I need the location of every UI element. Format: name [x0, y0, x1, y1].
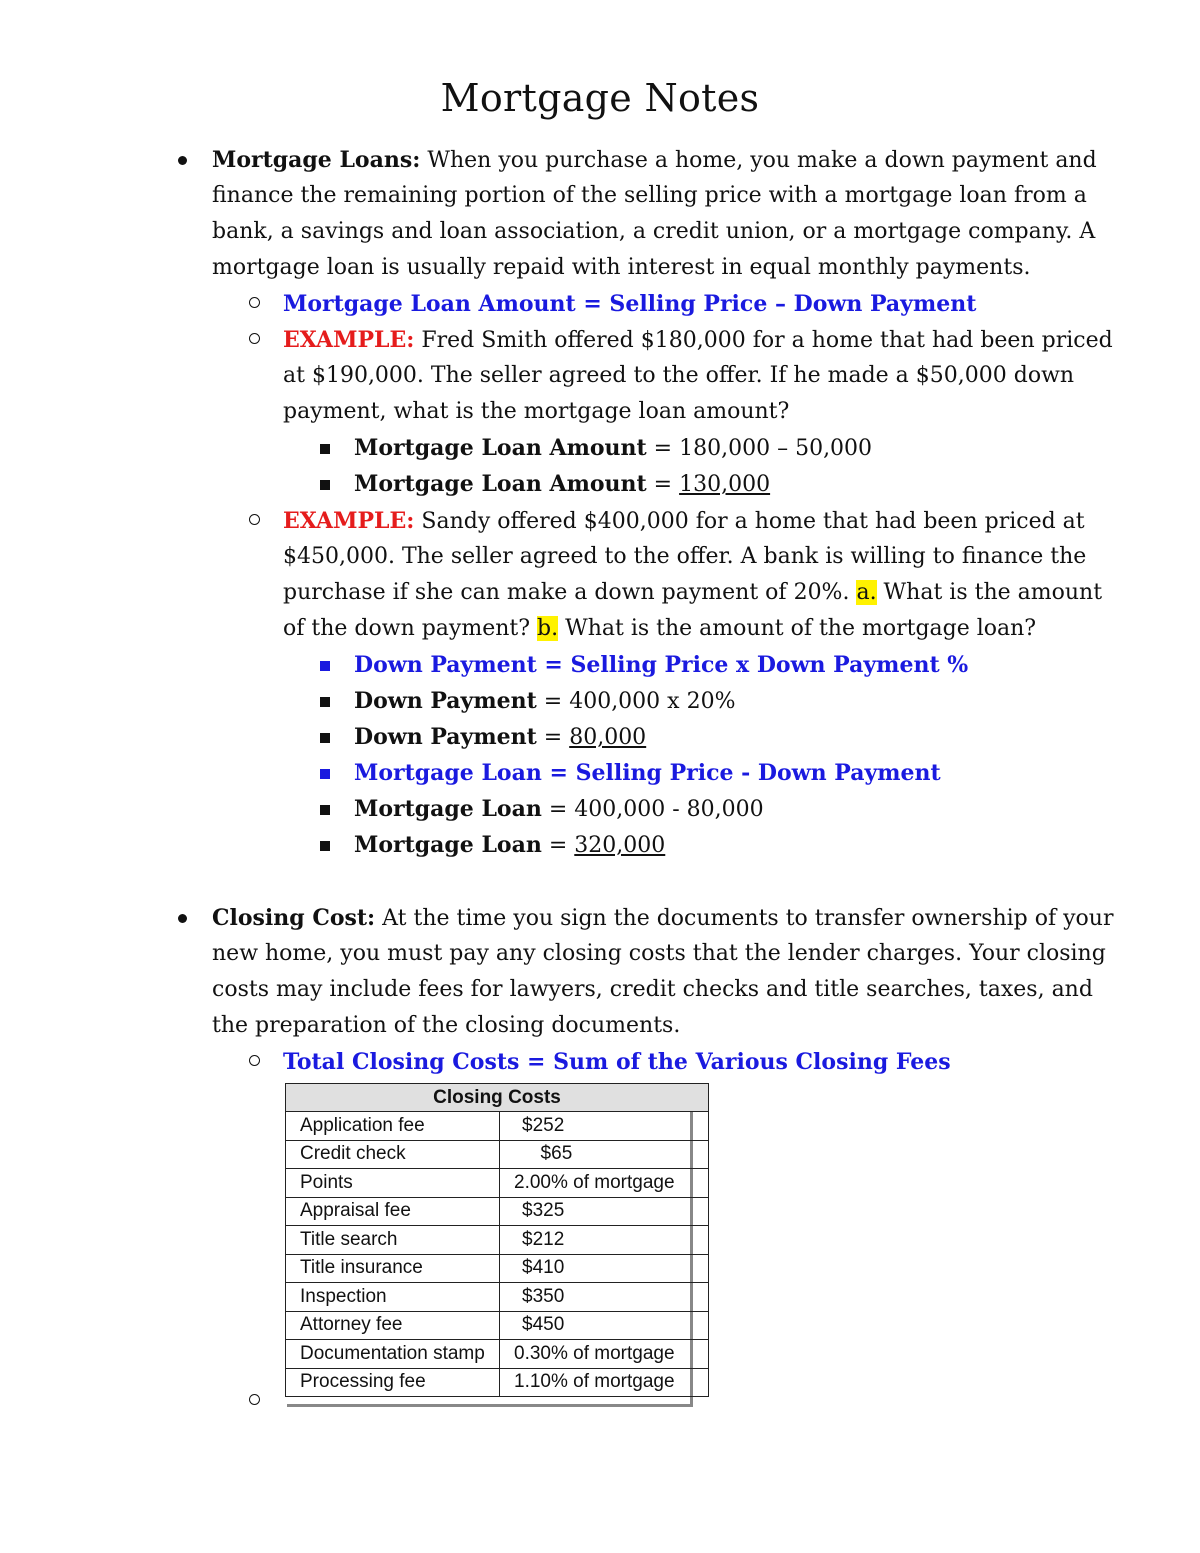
bullet-circle-icon [249, 297, 260, 308]
bullet-square-icon [320, 769, 330, 779]
example2-line2: $450,000. The seller agreed to the offer. A bank is willing to finance the [283, 544, 1087, 569]
section1-heading: Mortgage Loans: [212, 147, 421, 173]
example2-line3: purchase if she can make a down payment of 20%. a. What is the amount [283, 580, 1103, 605]
bullet-disc-icon [178, 156, 187, 165]
table-row: Documentation stamp 0.30% of mortgage [286, 1340, 709, 1369]
closing-costs-table [285, 1083, 709, 1397]
table-row: Title search $212 [286, 1226, 709, 1255]
section1-line3: bank, a savings and loan association, a credit union, or a mortgage company. A [212, 219, 1096, 244]
section2-heading: Closing Cost: [212, 905, 376, 931]
table-row: Processing fee 1.10% of mortgage [286, 1368, 709, 1397]
table-row: Application fee $252 [286, 1112, 709, 1141]
section2-line4: the preparation of the closing documents. [212, 1013, 681, 1038]
example1-step2: Mortgage Loan Amount = 130,000 [354, 471, 771, 497]
example1-line2: at $190,000. The seller agreed to the offer. If he made a $50,000 down [283, 363, 1075, 388]
section2-line1: Closing Cost: At the time you sign the documents to transfer ownership of your [212, 905, 1114, 931]
example1-line3: payment, what is the mortgage loan amount? [283, 399, 790, 424]
table-row: Title insurance $410 [286, 1254, 709, 1283]
bullet-circle-icon [249, 514, 260, 525]
example1-label: EXAMPLE: [283, 327, 415, 353]
section1-line1: Mortgage Loans: When you purchase a home, you make a down payment and [212, 147, 1097, 173]
bullet-square-icon [320, 661, 330, 671]
down-payment-answer: 80,000 [569, 725, 647, 750]
example2-line1: EXAMPLE: Sandy offered $400,000 for a home that had been priced at [283, 508, 1085, 534]
mortgage-loan-answer: 320,000 [574, 833, 666, 858]
table-row: Attorney fee $450 [286, 1311, 709, 1340]
example2-step2: Down Payment = 80,000 [354, 724, 647, 750]
example1-step1: Mortgage Loan Amount = 180,000 – 50,000 [354, 435, 873, 461]
mortgage-loan-formula: Mortgage Loan = Selling Price - Down Payment [354, 760, 941, 786]
section2-line2: new home, you must pay any closing costs that the lender charges. Your closing [212, 941, 1106, 966]
table-header: Closing Costs [286, 1084, 709, 1112]
marker-a: a. [856, 580, 877, 605]
bullet-circle-icon [249, 1394, 260, 1405]
example2-step4: Mortgage Loan = 320,000 [354, 832, 666, 858]
example1-answer: 130,000 [679, 472, 771, 497]
bullet-circle-icon [249, 1055, 260, 1066]
table-row: Credit check $65 [286, 1140, 709, 1169]
section1-line4: mortgage loan is usually repaid with interest in equal monthly payments. [212, 255, 1031, 280]
table-row: Points 2.00% of mortgage [286, 1169, 709, 1198]
bullet-square-icon [320, 805, 330, 815]
section2-line3: costs may include fees for lawyers, credit checks and title searches, taxes, and [212, 977, 1093, 1002]
bullet-square-icon [320, 841, 330, 851]
mortgage-formula: Mortgage Loan Amount = Selling Price – Down Payment [283, 291, 977, 317]
table-shadow [287, 1404, 693, 1407]
closing-cost-formula: Total Closing Costs = Sum of the Various Closing Fees [283, 1049, 951, 1075]
bullet-square-icon [320, 480, 330, 490]
example2-step3: Mortgage Loan = 400,000 - 80,000 [354, 796, 764, 822]
bullet-disc-icon [178, 914, 187, 923]
down-payment-formula: Down Payment = Selling Price x Down Payment % [354, 652, 969, 678]
table-row: Appraisal fee $325 [286, 1197, 709, 1226]
example2-line4: of the down payment? b. What is the amount of the mortgage loan? [283, 616, 1037, 641]
section1-line2: finance the remaining portion of the selling price with a mortgage loan from a [212, 183, 1087, 208]
page-title: Mortgage Notes [440, 76, 760, 120]
example1-line1: EXAMPLE: Fred Smith offered $180,000 for a home that had been priced [283, 327, 1113, 353]
example2-label: EXAMPLE: [283, 508, 415, 534]
bullet-square-icon [320, 697, 330, 707]
bullet-circle-icon [249, 333, 260, 344]
bullet-square-icon [320, 733, 330, 743]
bullet-square-icon [320, 444, 330, 454]
table-row: Inspection $350 [286, 1283, 709, 1312]
example2-step1: Down Payment = 400,000 x 20% [354, 688, 736, 714]
marker-b: b. [537, 616, 559, 641]
